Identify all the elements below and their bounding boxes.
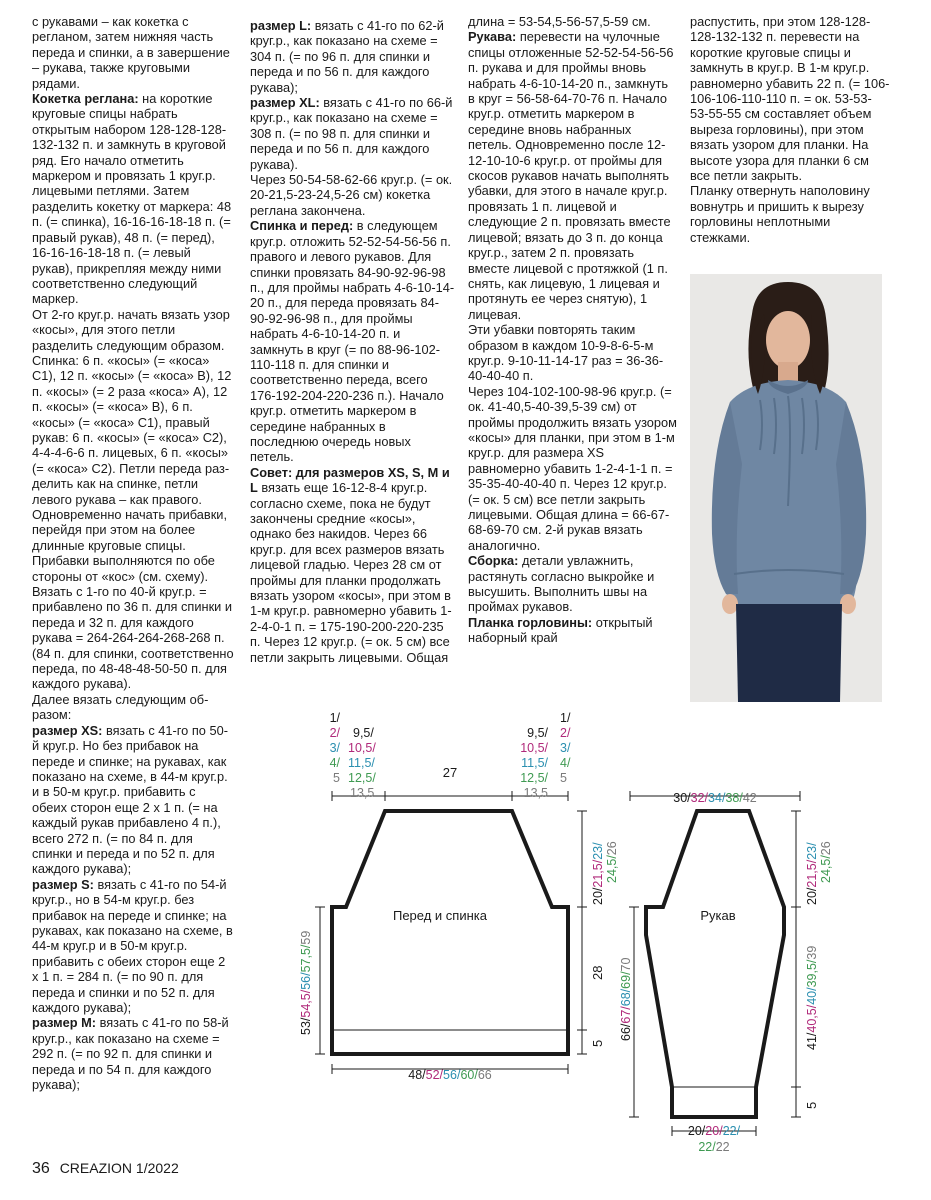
svg-text:4/: 4/ <box>560 756 571 770</box>
sleeve-length: 41/40,5/40/39,5/39 <box>805 945 819 1050</box>
paragraph-text: вязать с 41-го по 50-й круг.р. Но без прибавок на переде и спинке; на рукавах, как показано на схеме, в 44-м круг.р. и в 50-м круг.р. прибавить с обеих сторон еще 2 х 1 п. (= на каждый рукав прибавлено 4 п.), всего 272 п. (= по 84 п. для спинки и переда и по 52 п. для каждого рукава); <box>32 722 228 877</box>
svg-text:4/: 4/ <box>329 756 340 770</box>
svg-text:10,5/: 10,5/ <box>520 741 548 755</box>
col4-paragraph <box>690 14 890 183</box>
paragraph-text: вязать с 41-го по 66-й круг.р., как показано на схеме = 308 п. (= по 98 п. для спинки и переда и по 56 п. для каждого рукава). <box>250 95 453 172</box>
front-back-schematic <box>315 791 587 1074</box>
paragraph-text: на короткие круговые спицы набрать открытым набором 128-128-128-132-132 п. и замкнуть в круговой ряд. Его начало отметить маркером и провязать 1 круг.р. лицевыми петлями. Затем разделить кокетку от маркера: 48 п. (= спинка), 16-16-16-18-18 п. (= правый рукав), 48 п. (= перед), 16-16-16-18-18 п. (= левый рукав), прикрепляя между ними соответственно следующий маркер. <box>32 91 232 307</box>
section-heading: размер S: <box>32 876 94 892</box>
svg-text:1/: 1/ <box>560 711 571 725</box>
section-heading: Планка горловины: <box>468 614 593 630</box>
text-column-4 <box>690 14 890 245</box>
sleeve-cuff-width: 20/20/22/ <box>687 1124 741 1138</box>
svg-text:13,5: 13,5 <box>523 786 548 800</box>
sleeve-cuff-width-2: 22/22 <box>698 1140 730 1154</box>
front-band-height: 5 <box>590 1039 605 1047</box>
paragraph-text: Планку отвернуть наполовину вовнутрь и пришить к вырезу горловины неплотными стежками. <box>690 183 870 245</box>
section-heading: размер L: <box>250 18 312 33</box>
svg-text:2/: 2/ <box>329 726 340 740</box>
col1-paragraph <box>32 91 234 307</box>
schematic-diagrams <box>290 705 890 1165</box>
col2-paragraph <box>250 465 455 665</box>
front-left-cap-width <box>348 726 376 800</box>
section-heading: Рукава: <box>468 29 517 45</box>
paragraph-text: Далее вязать следующим образом: <box>32 691 209 723</box>
sleeve-yoke-height-2: 24,5/26 <box>819 841 833 883</box>
section-heading: Сборка: <box>468 553 519 569</box>
text-column-1 <box>32 14 234 1092</box>
section-heading: размер М: <box>32 1015 97 1031</box>
page-footer <box>32 1160 179 1178</box>
magazine-issue: CREAZION 1/2022 <box>59 1160 179 1176</box>
svg-text:9,5/: 9,5/ <box>353 726 374 740</box>
paragraph-text: вязать с 41-го по 62-й круг.р., как показано на схеме = 304 п. (= по 96 п. для спинки и переда и по 56 п. для каждого рукава); <box>250 18 444 95</box>
sleeve-title: Рукав <box>700 908 736 923</box>
model-photo <box>690 274 882 702</box>
svg-text:1/: 1/ <box>329 711 340 725</box>
svg-text:3/: 3/ <box>329 741 340 755</box>
svg-text:5: 5 <box>560 771 567 785</box>
paragraph-text: с рукавами – как кокетка с регланом, затем нижняя часть переда и спинки, а в завершение – рукава, также круговыми рядами. <box>32 14 230 91</box>
section-heading: Кокетка реглана: <box>32 91 139 107</box>
sleeve-band-height: 5 <box>804 1101 819 1109</box>
col2-paragraph <box>250 95 455 172</box>
front-body-length: 28 <box>590 965 605 980</box>
sleeve-schematic <box>629 791 801 1136</box>
front-bottom-width: 48/52/56/60/66 <box>408 1068 492 1083</box>
paragraph-text: в следующем круг.р. отложить 52-52-54-56-56 п. правого и левого рукавов. Для спинки провязать 84-90-92-96-98 п., для проймы набрать 4-6-10-14-20 п., для переда провязать 84-90-92-96-98 п., для проймы набрать 4-6-10-14-20 п. и замкнуть в круг (= по 88-96-102-110-118 п. для спинки и соответственно переда, всего 176-192-204-220-236 п.). Начало круг.р. отметить маркером в середине набранных в последнюю очередь новых петель. <box>250 218 455 465</box>
col2-paragraph <box>250 172 455 218</box>
paragraph-text: открытый наборный край <box>468 614 653 646</box>
paragraph-text: Одновременно начать прибавки, перейдя при этом на более длинные круговые спицы. Прибавки выполняются по обе стороны от «кос» (см. схему). Вязать с 1-го по 40-й круг.р. = прибавлено по 36 п. для спинки и переда и 32 п. для каждого рукава = 264-264-264-268-268 п. (84 п. для спинки, соответственно переда, по 48-48-48-50-50 п. для каждого рукава). <box>32 507 234 692</box>
paragraph-text: Эти убавки повторять таким образом в каждом 10-9-8-6-5-м круг.р. 9-10-11-14-17 раз = 36-36-40-40-40 п. <box>468 322 664 384</box>
svg-text:12,5/: 12,5/ <box>348 771 376 785</box>
front-top-width: 27 <box>442 765 458 780</box>
sleeve-outline <box>646 811 784 1117</box>
col1-paragraph <box>32 877 234 1016</box>
section-heading: размер XL: <box>250 95 320 111</box>
col1-paragraph <box>32 14 234 91</box>
front-right-cap-width <box>520 726 548 800</box>
model-photo-illustration <box>690 274 882 702</box>
sleeve-top-width: 30/32/34/38/42 <box>673 791 757 805</box>
paragraph-text: длина = 53-54,5-56-57,5-59 см. <box>468 14 651 29</box>
svg-text:9,5/: 9,5/ <box>527 726 548 740</box>
col1-paragraph <box>32 1015 234 1092</box>
svg-text:10,5/: 10,5/ <box>348 741 376 755</box>
section-heading: Спинка и перед: <box>250 218 354 234</box>
col3-paragraph <box>468 322 678 384</box>
col2-paragraph <box>250 18 455 95</box>
svg-text:5: 5 <box>333 771 340 785</box>
svg-text:13,5: 13,5 <box>350 786 375 800</box>
front-left-cap-sizes <box>330 711 341 785</box>
svg-text:2/: 2/ <box>560 726 571 740</box>
paragraph-text: От 2-го круг.р. начать вязать узор «косы», для этого петли разделить следующим образом. Спинка: 6 п. «косы» (= «коса» С1), 12 п. «косы» (= «коса» В), 12 п. «косы» (= 2 раза «коса» А), 12 п. «косы» (= «коса» В), 6 п. «косы» (= «коса» С1), правый рукав: 6 п. «косы» (= «коса» С2), 4-4-4-6-6 п. лицевых, 6 п. «косы» (= «коса» С2). Петли переда разделить как на спинке, петли левого рукава – как правого. <box>32 306 232 507</box>
paragraph-text: Через 104-102-100-98-96 круг.р. (= ок. 41-40,5-40-39,5-39 см) от проймы продолжить вязать узором «косы» для планки, при этом в 1-м круг.р. для размера XS равномерно убавить 1-2-4-1-1 п. = 35-35-40-40-40 п. Через 12 круг.р. (= ок. 5 см) все петли закрыть лицевыми. Общая длина = 66-67-68-69-70 см. 2-й рукав вязать аналогично. <box>468 383 677 553</box>
col3-paragraph <box>468 553 678 615</box>
text-column-2 <box>250 18 455 665</box>
paragraph-text: распустить, при этом 128-128-128-132-132 п. перевести на короткие круговые спицы и замкнуть в круг.р. В 1-м круг.р. равномерно убавить 22 п. (= 106-106-106-110-110 п. = ок. 53-53-53-55-55 см составляет объем выреза горловины), при этом вязать узором для планки. На высоте узора для планки 6 см все петли закрыть. <box>690 14 890 184</box>
front-back-outline <box>332 811 568 1054</box>
front-back-title: Перед и спинка <box>392 908 488 923</box>
section-heading: размер XS: <box>32 722 103 738</box>
svg-text:11,5/: 11,5/ <box>521 756 548 770</box>
text-column-3 <box>468 14 678 646</box>
svg-text:3/: 3/ <box>560 741 571 755</box>
sleeve-yoke-height: 20/21,5/23/ <box>805 842 819 905</box>
front-right-cap-sizes <box>560 711 571 785</box>
paragraph-text: вязать еще 16-12-8-4 круг.р. согласно схеме, пока не будут закончены средние «косы», однако без накидов. Через 66 круг.р. для всех размеров вязать лицевой гладью. Через 28 см от проймы для планки продолжать вязать узором «косы», при этом в 1-м круг.р. равномерно убавить 1-2-4-0-1 п. = 175-190-200-220-235 п. Через 12 круг.р. (= ок. 5 см) все петли закрыть лицевыми. Общая <box>250 480 452 665</box>
col1-paragraph <box>32 723 234 877</box>
page-number: 36 <box>32 1160 50 1177</box>
paragraph-text: Через 50-54-58-62-66 круг.р. (= ок. 20-21,5-23-24,5-26 см) кокетка реглана закончена. <box>250 172 453 218</box>
col1-paragraph <box>32 307 234 507</box>
paragraph-text: вязать с 41-го по 54-й круг.р., но в 54-м круг.р. без прибавок на переде и спинке; на рукавах, как показано на схеме, в 44-м круг.р и в 50-м круг.р. прибавить с обеих сторон еще 2 х 1 п. = 284 п. (= по 90 п. для переда и спинки и по 52 п. для каждого рукава); <box>32 876 233 1015</box>
col3-paragraph <box>468 384 678 553</box>
col3-paragraph <box>468 29 678 322</box>
col3-paragraph <box>468 615 678 646</box>
front-yoke-height: 20/21,5/23/ <box>591 842 605 905</box>
svg-text:12,5/: 12,5/ <box>520 771 548 785</box>
col1-paragraph <box>32 507 234 692</box>
svg-text:11,5/: 11,5/ <box>348 756 375 770</box>
paragraph-text: вязать с 41-го по 58-й круг.р., как показано на схеме = 292 п. (= по 92 п. для спинки и переда и по 54 п. для каждого рукава); <box>32 1015 229 1093</box>
sleeve-total-length: 66/67/68/69/70 <box>619 957 633 1041</box>
section-heading: Совет: для размеров XS, S, M и L <box>250 464 450 496</box>
paragraph-text: детали увлажнить, растянуть согласно выкройке и высушить. Выполнить швы на проймах рукавов. <box>468 553 655 615</box>
col3-paragraph <box>468 14 678 29</box>
front-yoke-height-2: 24,5/26 <box>605 841 619 883</box>
front-total-length: 53/54,5/56/57,5/59 <box>299 930 313 1035</box>
col1-paragraph <box>32 692 234 723</box>
col4-paragraph <box>690 183 890 245</box>
col2-paragraph <box>250 218 455 465</box>
paragraph-text: перевести на чулочные спицы отложенные 52-52-54-56-56 п. рукава и для проймы вновь набрать 4-6-10-14-20 п., замкнуть в круг = 56-58-64-70-76 п. Начало круг.р. отметить маркером в середине вновь набранных петель. Одновременно после 12-12-10-10-6 круг.р. от проймы для скосов рукавов начать выполнять убавки, для этого в начале круг.р. провязать 1 п. лицевой и следующие 2 п. провязать вместе лицевой; вязать до 3 п. до конца круг.р., затем 2 п. провязать вместе лицевой с протяжкой (1 п. снять, как лицевую, 1 лицевая и протянуть ее через снятую), 1 лицевая. <box>468 29 674 322</box>
